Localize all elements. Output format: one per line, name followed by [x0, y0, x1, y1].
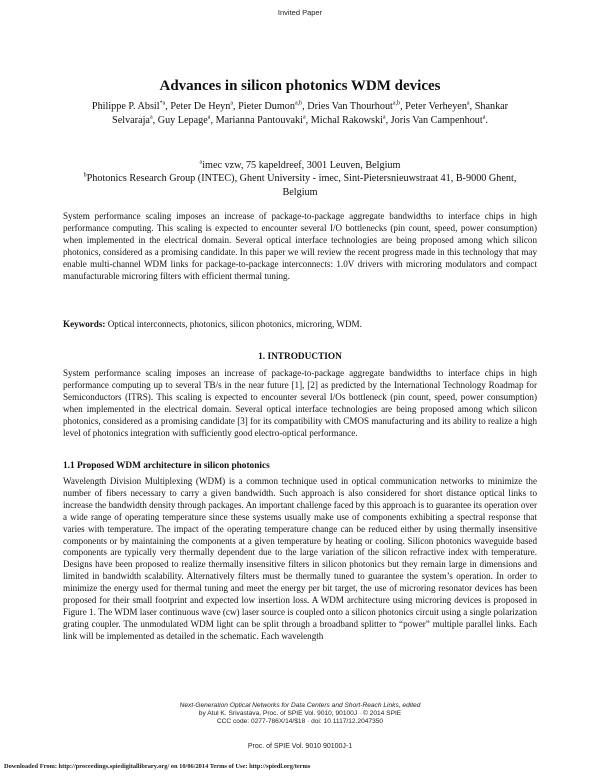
- keywords-text: Optical interconnects, photonics, silicon photonics, microring, WDM.: [107, 319, 362, 329]
- section-heading: 1. INTRODUCTION: [258, 352, 342, 362]
- invited-paper-label: Invited Paper: [277, 8, 323, 17]
- author: Marianna Pantouvaki$^a$: [215, 114, 306, 126]
- section-paragraph: System performance scaling imposes an increase of package-to-package aggregate bandwidths to interface chips in high performance computing up to several TB/s in the near future [1], [2] as predicted by the International Technology Roadmap for Semiconductors (ITRS). This scaling is expected to encounter several I/Os bottleneck (pin count, speed, power consumption) when implemented in the electrical domain. Several optical interface technologies are being proposed among which silicon photonics, considered as a promising candidate [3] for its compatibility with CMOS manufacturing and its ability to realize a high level of photonics integration with sufficiently good electro-optical performance.: [63, 368, 537, 438]
- footer-line: CCC code: 0277-786X/14/$18 · doi: 10.1117/12.2047350: [216, 718, 384, 726]
- keywords: [63, 319, 537, 331]
- author: Dries Van Thourhout$^{a,b}$: [307, 100, 401, 112]
- subsection-paragraph: Wavelength Division Multiplexing (WDM) is a common technique used in optical communication networks to minimize the number of fibers necessary to carry a given bandwidth. Such approach is also considered for short distance optical links to increase the bandwidth density through packages. An important challenge faced by this approach is to guarantee its operation over a wide range of operating temperature since these systems usually make use of components exhibiting a spectral response that varies with temperature. The impact of the operating temperature change can be reduced either by using thermally insensitive components or by maintaining the components at a given temperature by heating or cooling. Silicon photonics waveguide based components are typically very thermally dependent due to the large variation of the silicon refractive index with temperature. Designs have been proposed to realize thermally insensitive filters in silicon photonics but they remain large in dimensions and limited in bandwidth scalability. Alternatively filters must be thermally tuned to guarantee the system’s operation. In order to minimize the energy used for thermal tuning and meet the energy per bit target, the use of microring resonator devices has been proposed for their small footprint and expected low insertion loss. A WDM architecture using microring devices is proposed in Figure 1. The WDM laser continuous wave (cw) laser source is coupled onto a silicon photonics circuit using a single polarization grating coupler. The unmodulated WDM light can be split through a broadband splitter to “power” multiple parallel links. Each link will be implemented as detailed in the schematic. Each wavelength: [63, 476, 537, 641]
- author: Guy Lepage$^a$: [157, 114, 211, 126]
- citation-footer: [0, 702, 600, 727]
- page-number: Proc. of SPIE Vol. 9010 90100J-1: [247, 743, 353, 750]
- author-list: Philippe P. Absil$^{*a}$, Peter De Heyn$^a$, Pieter Dumon$^{a,b}$, Dries Van Thourhout$^{a,b}$, Peter Verheyen$^a$, Shankar Selvaraja$^a$, Guy Lepage$^a$, Marianna Pantouvaki$^a$, Michal Rakowski$^a$, Joris Van Campenhout$^a$.: [91, 100, 509, 126]
- affiliation: $^b$Photonics Research Group (INTEC), Ghent University - imec, Sint-Pietersnieuwstraat 41, B-9000 Ghent, Belgium: [83, 172, 517, 198]
- download-notice: Downloaded From: http://proceedings.spiedigitallibrary.org/ on 10/06/2014 Terms of Use: http://spiedl.org/terms: [4, 763, 311, 770]
- author: Philippe P. Absil$^{*a}$: [91, 100, 166, 112]
- affiliation: $^a$imec vzw, 75 kapeldreef, 3001 Leuven, Belgium: [199, 159, 401, 171]
- abstract: System performance scaling imposes an increase of package-to-package aggregate bandwidths to interface chips in high performance computing. This scaling is expected to encounter several I/O bottlenecks (pin count, speed, power consumption) when implemented in the electrical domain. Several optical interface technologies are being proposed among which silicon photonics, considered as a promising candidate. In this paper we will review the recent progress made in this technology that may enable multi-channel WDM links for package-to-package interconnects: 1.0V drivers with microring modulators and compact manufacturable microring filters with efficient thermal tuning.: [63, 211, 537, 281]
- author: Pieter Dumon$^{a,b}$: [238, 100, 303, 112]
- author: Shankar Selvaraja$^a$: [112, 101, 509, 126]
- keywords-label: Keywords:: [63, 319, 106, 329]
- author: Peter Verheyen$^a$: [405, 100, 470, 112]
- footer-line: by Atul K. Srivastava, Proc. of SPIE Vol. 9010, 90100J · © 2014 SPIE: [198, 710, 402, 718]
- paper-title: Advances in silicon photonics WDM devices: [159, 78, 441, 94]
- subsection-heading: 1.1 Proposed WDM architecture in silicon photonics: [63, 461, 270, 471]
- footer-line: Next-Generation Optical Networks for Data Centers and Short-Reach Links, edited: [179, 702, 421, 709]
- author: Michal Rakowski$^a$: [310, 114, 386, 126]
- author: Peter De Heyn$^a$: [170, 100, 233, 112]
- author: Joris Van Campenhout$^a$: [390, 114, 486, 126]
